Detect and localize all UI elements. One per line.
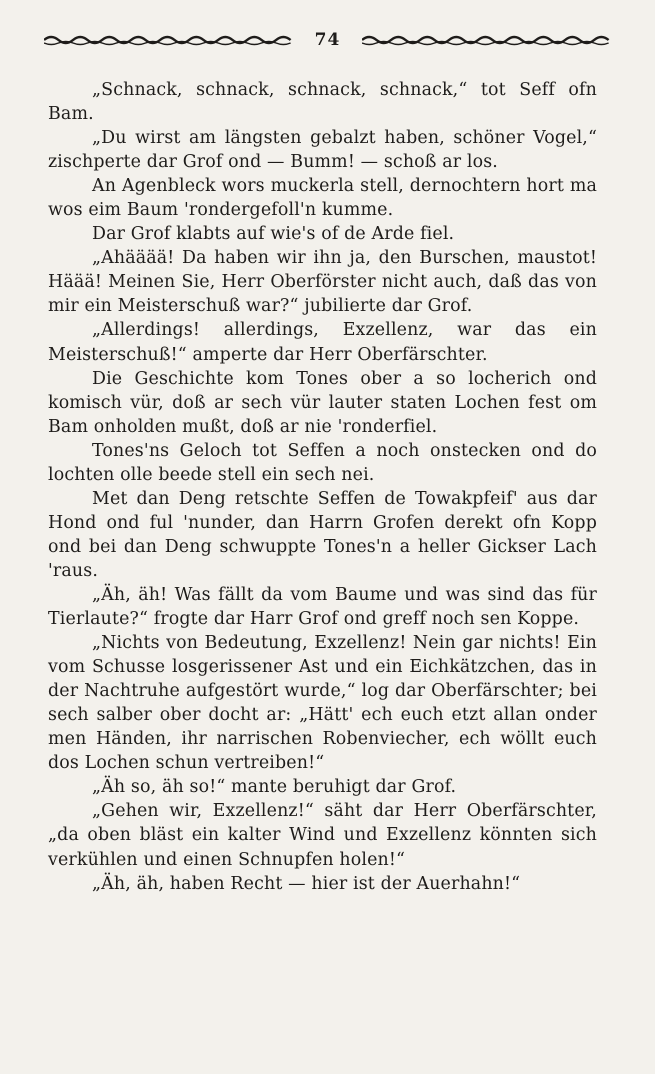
- paragraph: „Du wirst am längsten gebalzt haben, schöner Vogel,“ zischperte dar Grof ond — Bumm! — schoß ar los.: [48, 128, 597, 173]
- paragraph: „Schnack, schnack, schnack, schnack,“ tot Seff ofn Bam.: [48, 80, 597, 125]
- paragraph: „Äh, äh, haben Recht — hier ist der Auerhahn!“: [92, 873, 521, 894]
- paragraph: Dar Grof klabts auf wie's of de Arde fiel.: [92, 224, 455, 245]
- paragraph: „Äh, äh! Was fällt da vom Baume und was sind das für Tierlaute?“ frogte dar Harr Grof ond greff noch sen Koppe.: [48, 584, 597, 630]
- paragraph: An Agenbleck wors muckerla stell, dernochtern hort ma wos eim Baum 'rondergefoll'n kumme.: [48, 176, 597, 221]
- paragraph: „Ahääää! Da haben wir ihn ja, den Burschen, maustot! Häää! Meinen Sie, Herr Oberförster nicht auch, daß das von mir ein Meisterschuß war?“ jubilierte dar Grof.: [48, 248, 597, 317]
- paragraph: „Nichts von Bedeutung, Exzellenz! Nein gar nichts! Ein vom Schusse losgerissener Ast und ein Eichkätzchen, das in der Nachtruhe aufgestört wurde,“ log dar Oberfärschter; bei sech salber ober docht ar: „Hätt' ech euch etzt allan onder men Händen, ihr narrischen Robenviecher, ech wöllt euch dos Lochen schun vertreiben!“: [48, 633, 597, 774]
- paragraph: Die Geschichte kom Tones ober a so locherich ond komisch vür, doß ar sech vür lauter staten Lochen fest om Bam onholden mußt, doß ar nie 'ronderfiel.: [48, 368, 597, 437]
- page-header: [44, 28, 611, 52]
- paragraph: Met dan Deng retschte Seffen de Towakpfeif' aus dar Hond ond ful 'nunder, dan Harrn Grofen derekt ofn Kopp ond bei dan Deng schwuppte Tones'n a heller Gickser Lach 'raus.: [48, 488, 597, 581]
- paragraph: „Äh so, äh so!“ mante beruhigt dar Grof.: [92, 777, 457, 798]
- body-text: [48, 78, 597, 896]
- paragraph: Tones'ns Geloch tot Seffen a noch onstecken ond do lochten olle beede stell ein sech nei.: [48, 440, 597, 485]
- page-number: 74: [314, 30, 341, 50]
- ornament-right-icon: [362, 34, 611, 46]
- paragraph: „Allerdings! allerdings, Exzellenz, war das ein Meisterschuß!“ amperte dar Herr Oberfärschter.: [48, 320, 597, 365]
- paragraph: „Gehen wir, Exzellenz!“ säht dar Herr Oberfärschter, „da oben bläst ein kalter Wind und Exzellenz könnten sich verkühlen und einen Schnupfen holen!“: [48, 801, 597, 870]
- ornament-left-icon: [44, 34, 293, 46]
